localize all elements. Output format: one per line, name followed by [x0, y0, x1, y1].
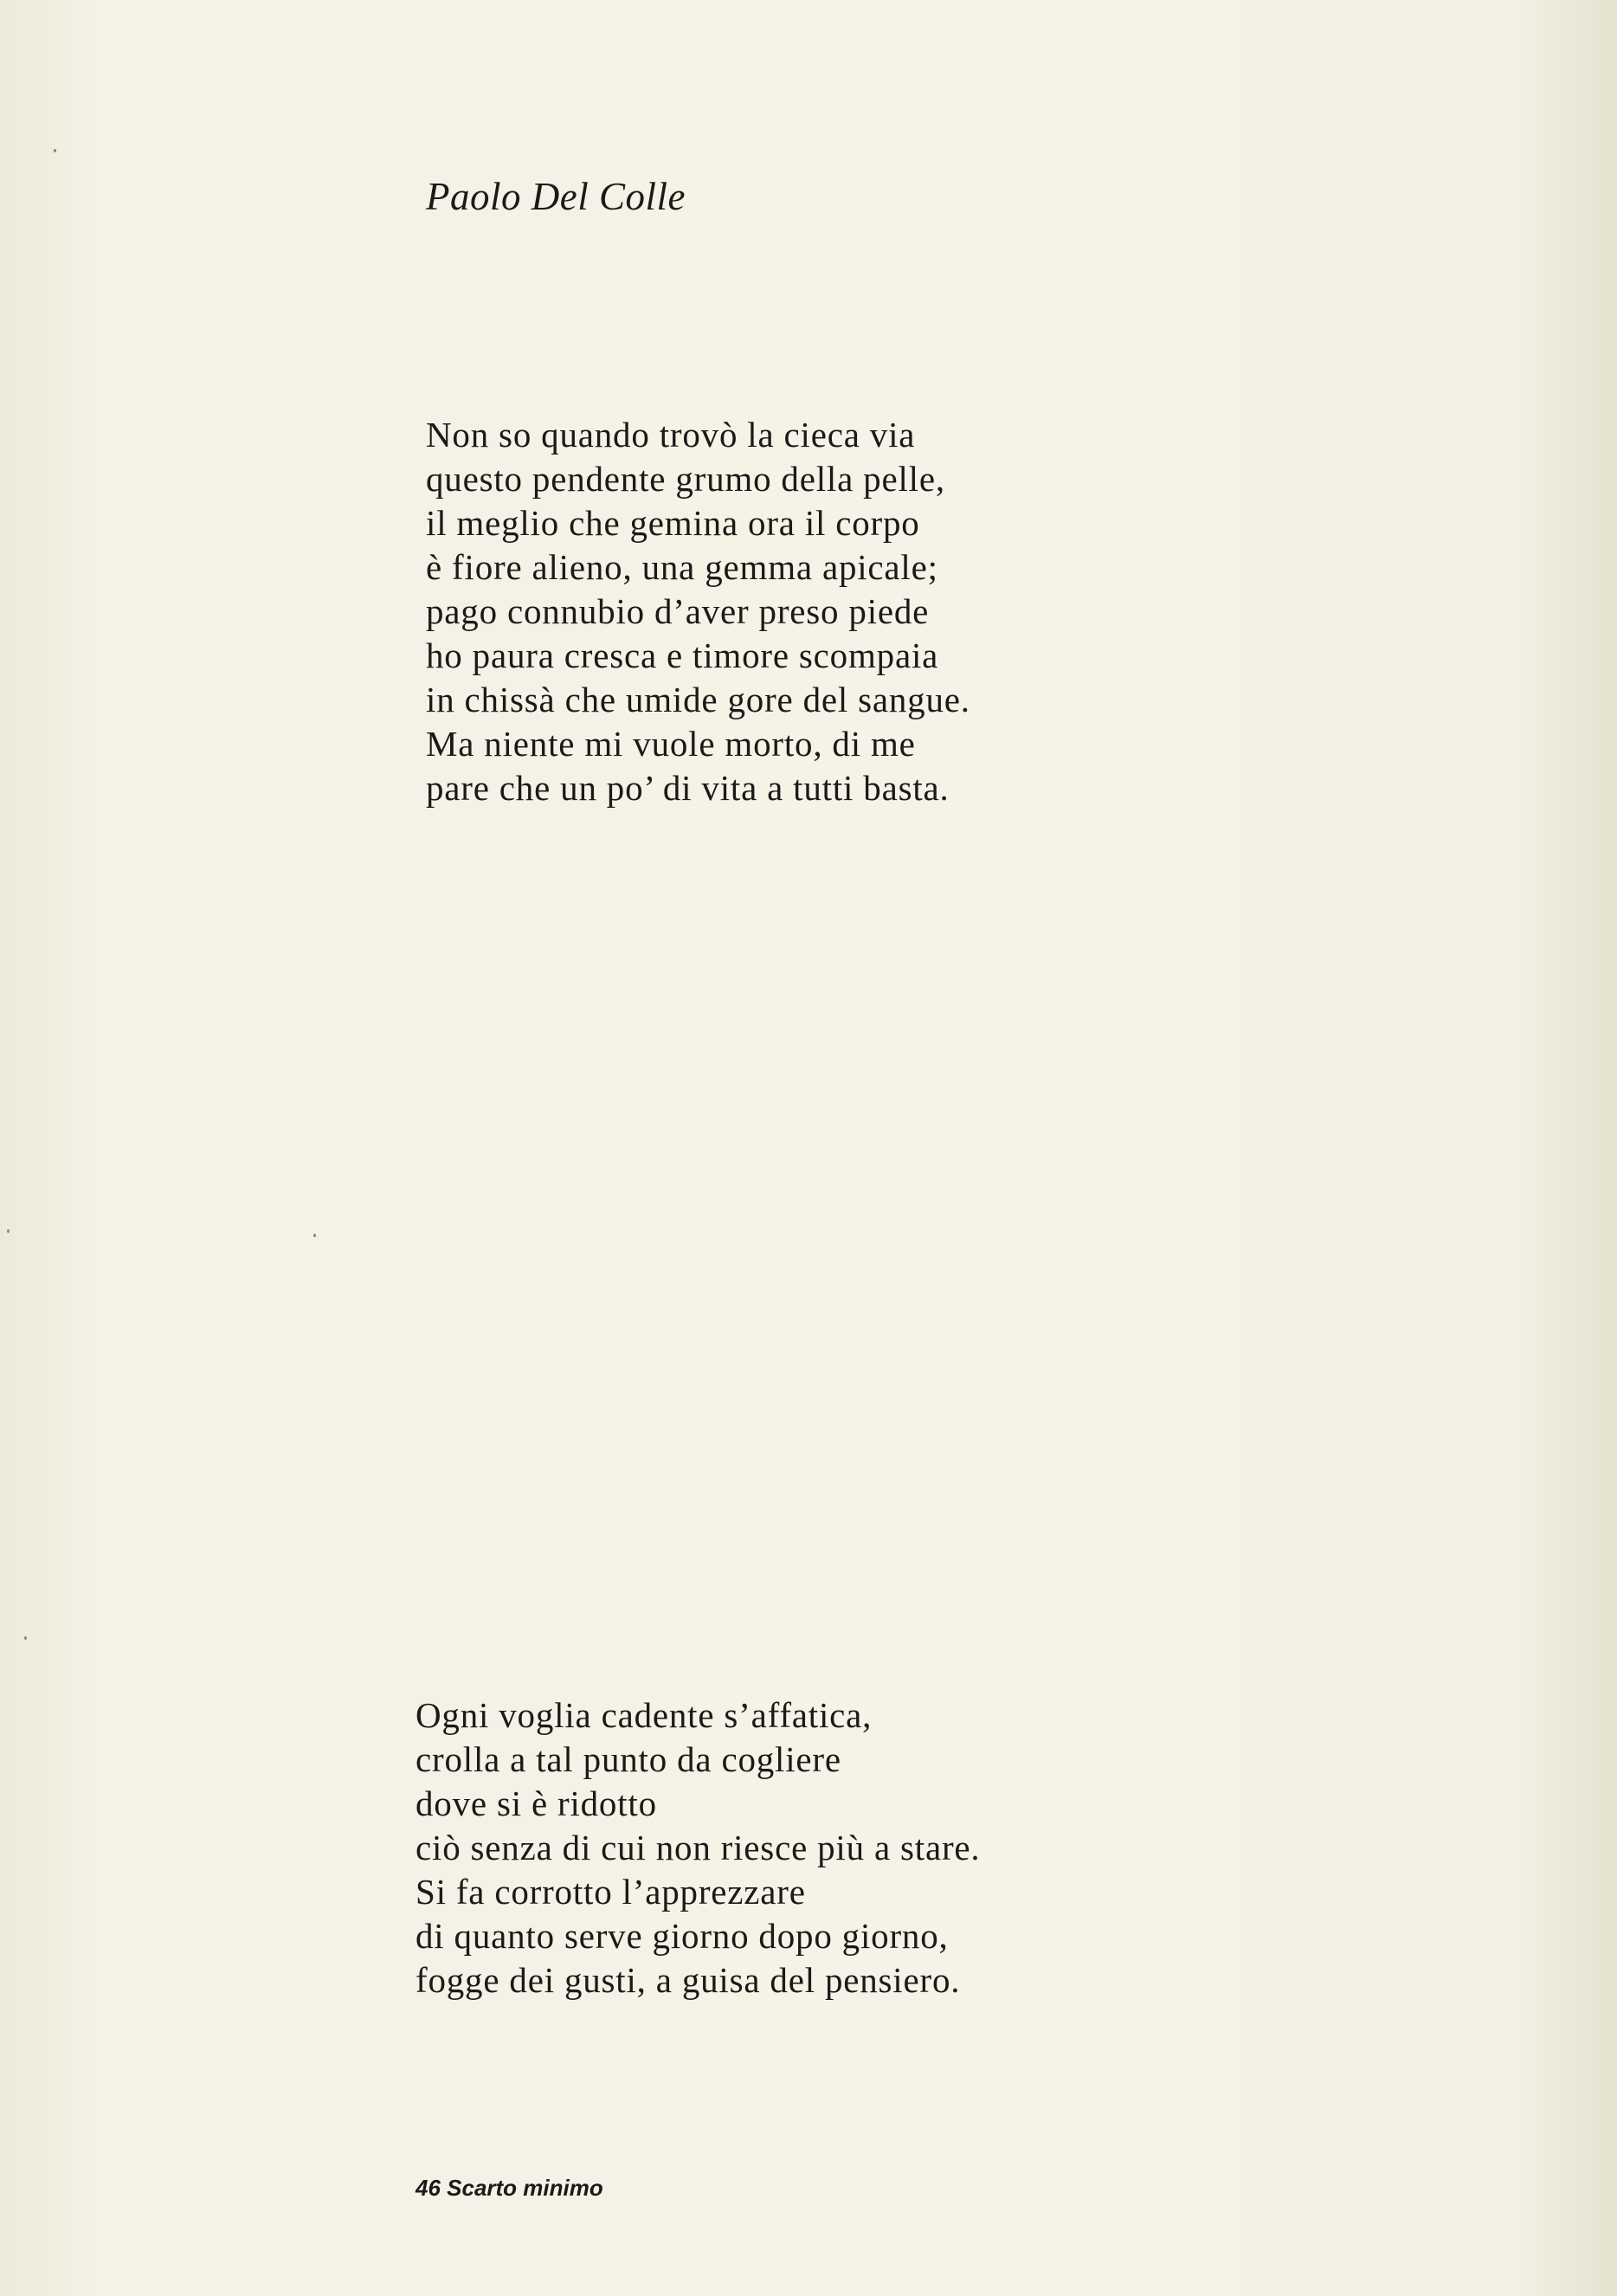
poem-line: fogge dei gusti, a guisa del pensiero. [416, 1960, 961, 2000]
poem-line: Ma niente mi vuole morto, di me [426, 724, 916, 764]
paper-speck [7, 1229, 10, 1233]
author-name: Paolo Del Colle [426, 175, 686, 218]
poem-line: il meglio che gemina ora il corpo [426, 503, 920, 543]
poem-line: in chissà che umide gore del sangue. [426, 680, 970, 719]
paper-speck [24, 1636, 27, 1640]
poem-second [416, 1693, 980, 2003]
poem-line: di quanto serve giorno dopo giorno, [416, 1916, 949, 1956]
poem-line: crolla a tal punto da cogliere [416, 1739, 841, 1779]
poem-line: pare che un po’ di vita a tutti basta. [426, 768, 950, 808]
poem-line: Non so quando trovò la cieca via [426, 415, 916, 455]
page-footer: 46 Scarto minimo [416, 2175, 603, 2201]
paper-speck [313, 1234, 316, 1237]
poem-line: dove si è ridotto [416, 1783, 657, 1823]
poem-line: pago connubio d’aver preso piede [426, 591, 930, 631]
poem-line: Ogni voglia cadente s’affatica, [416, 1695, 873, 1735]
poem-line: questo pendente grumo della pelle, [426, 459, 945, 499]
poem-line: Si fa corrotto l’apprezzare [416, 1872, 806, 1912]
poem-first [426, 413, 970, 810]
poem-line: è fiore alieno, una gemma apicale; [426, 547, 938, 587]
poem-line: ho paura cresca e timore scompaia [426, 635, 939, 675]
poem-line: ciò senza di cui non riesce più a stare. [416, 1828, 981, 1867]
paper-speck [54, 149, 56, 152]
